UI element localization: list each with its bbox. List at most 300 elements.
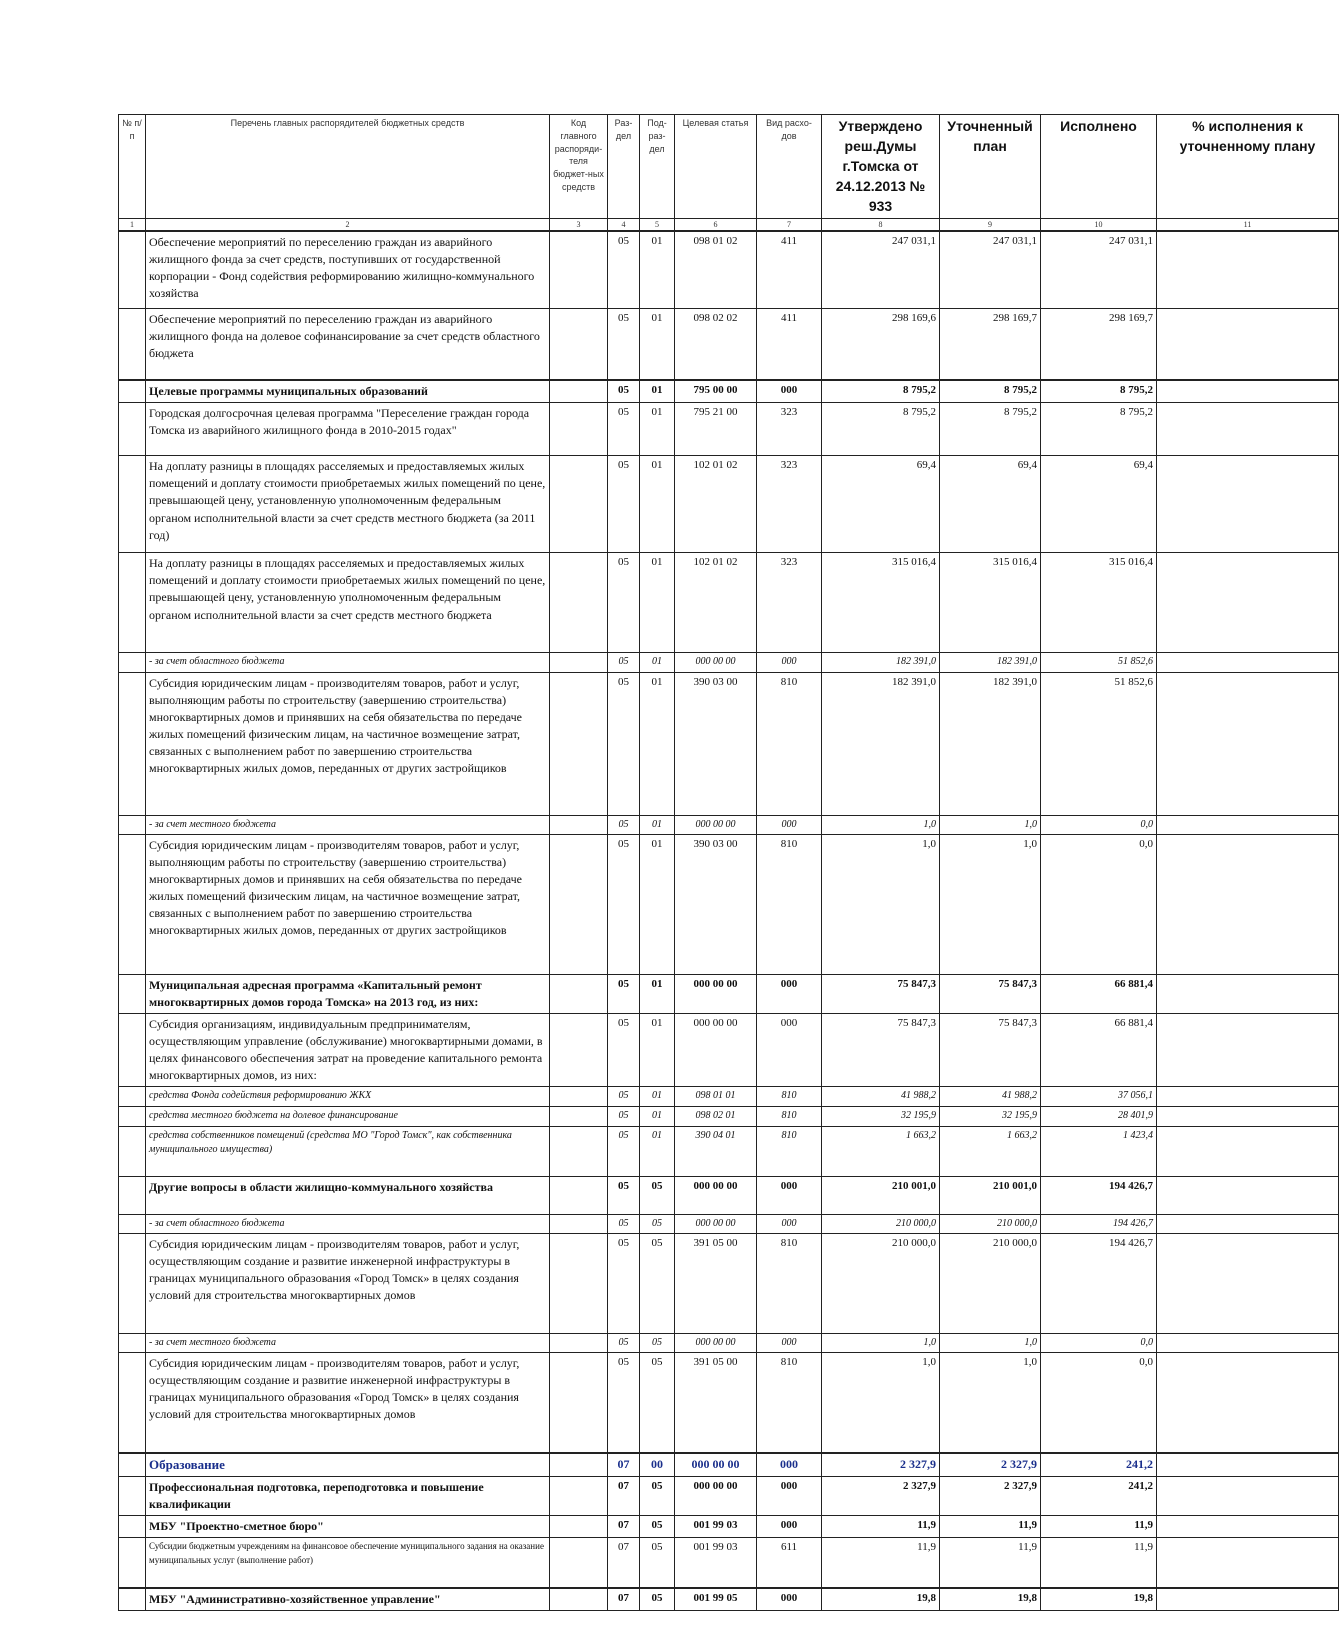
row-razdel: 05 [608,834,640,974]
row-podrazdel: 05 [640,1588,675,1611]
budget-execution-table [118,114,1339,1611]
row-code-cell [550,1126,608,1176]
header-percent: % исполнения к уточненному плану [1157,115,1339,219]
row-podrazdel: 05 [640,1538,675,1588]
row-code-cell [550,1106,608,1126]
row-vid: 611 [757,1538,822,1588]
row-num-cell [119,1353,146,1453]
row-vid: 411 [757,308,822,380]
row-target: 000 00 00 [675,653,757,672]
column-number: 10 [1041,219,1157,232]
row-code-cell [550,403,608,456]
row-target: 000 00 00 [675,1013,757,1086]
table-row [119,974,1339,1013]
column-number: 2 [146,219,550,232]
row-vid: 810 [757,834,822,974]
row-num-cell [119,231,146,308]
row-podrazdel: 01 [640,1106,675,1126]
row-podrazdel: 01 [640,1013,675,1086]
row-razdel: 05 [608,653,640,672]
row-target: 001 99 03 [675,1538,757,1588]
row-num-cell [119,1086,146,1106]
row-executed: 241,2 [1041,1453,1157,1477]
table-body [119,231,1339,1610]
row-executed: 69,4 [1041,456,1157,553]
row-razdel: 05 [608,1126,640,1176]
row-percent-cell [1157,380,1339,403]
table-row [119,1538,1339,1588]
row-executed: 0,0 [1041,815,1157,834]
row-target: 098 01 01 [675,1086,757,1106]
row-code-cell [550,1086,608,1106]
row-code-cell [550,974,608,1013]
row-target: 000 00 00 [675,1214,757,1233]
row-approved: 1,0 [822,1353,940,1453]
row-podrazdel: 01 [640,553,675,653]
row-name: МБУ "Проектно-сметное бюро" [146,1516,550,1538]
row-plan: 1,0 [940,834,1041,974]
row-target: 391 05 00 [675,1353,757,1453]
table-row [119,231,1339,308]
row-code-cell [550,1477,608,1516]
row-approved: 32 195,9 [822,1106,940,1126]
row-executed: 66 881,4 [1041,974,1157,1013]
table-row [119,456,1339,553]
row-razdel: 05 [608,1214,640,1233]
row-percent-cell [1157,456,1339,553]
row-approved: 11,9 [822,1516,940,1538]
row-name: средства собственников помещений (средства МО "Город Томск", как собственника муниципального имущества) [146,1126,550,1176]
row-plan: 69,4 [940,456,1041,553]
row-plan: 2 327,9 [940,1477,1041,1516]
row-name: - за счет областного бюджета [146,1214,550,1233]
row-plan: 1,0 [940,1353,1041,1453]
row-vid: 000 [757,815,822,834]
column-number: 1 [119,219,146,232]
row-executed: 51 852,6 [1041,672,1157,815]
row-num-cell [119,1516,146,1538]
row-percent-cell [1157,403,1339,456]
row-num-cell [119,834,146,974]
row-razdel: 05 [608,1013,640,1086]
row-plan: 1,0 [940,1334,1041,1353]
row-approved: 2 327,9 [822,1477,940,1516]
row-code-cell [550,672,608,815]
row-plan: 1,0 [940,815,1041,834]
row-target: 000 00 00 [675,1176,757,1214]
header-approved: Утверждено реш.Думы г.Томска от 24.12.2013 № 933 [822,115,940,219]
row-num-cell [119,974,146,1013]
table-row [119,1234,1339,1334]
row-plan: 75 847,3 [940,1013,1041,1086]
row-vid: 810 [757,1086,822,1106]
table-row [119,1214,1339,1233]
row-razdel: 05 [608,231,640,308]
row-approved: 69,4 [822,456,940,553]
row-approved: 298 169,6 [822,308,940,380]
table-row [119,815,1339,834]
row-razdel: 07 [608,1538,640,1588]
row-percent-cell [1157,834,1339,974]
row-percent-cell [1157,974,1339,1013]
row-num-cell [119,815,146,834]
row-vid: 323 [757,456,822,553]
column-number: 4 [608,219,640,232]
row-target: 795 00 00 [675,380,757,403]
row-name: Субсидия юридическим лицам - производителям товаров, работ и услуг, осуществляющим создание и развитие инженерной инфраструктуры в границах муниципального образования «Город Томск» в целях создания условий для строительства многоквартирных домов [146,1234,550,1334]
row-code-cell [550,1176,608,1214]
row-percent-cell [1157,653,1339,672]
row-percent-cell [1157,1477,1339,1516]
row-plan: 75 847,3 [940,974,1041,1013]
row-podrazdel: 00 [640,1453,675,1477]
row-name: - за счет местного бюджета [146,815,550,834]
column-number: 5 [640,219,675,232]
row-vid: 810 [757,672,822,815]
row-approved: 2 327,9 [822,1453,940,1477]
row-razdel: 07 [608,1516,640,1538]
row-razdel: 05 [608,1234,640,1334]
row-executed: 194 426,7 [1041,1214,1157,1233]
row-podrazdel: 01 [640,456,675,553]
table-row [119,1334,1339,1353]
row-vid: 411 [757,231,822,308]
row-podrazdel: 05 [640,1176,675,1214]
row-code-cell [550,1453,608,1477]
row-vid: 000 [757,1516,822,1538]
row-percent-cell [1157,1234,1339,1334]
row-percent-cell [1157,1086,1339,1106]
row-target: 795 21 00 [675,403,757,456]
row-approved: 247 031,1 [822,231,940,308]
row-name: Другие вопросы в области жилищно-коммунального хозяйства [146,1176,550,1214]
row-plan: 182 391,0 [940,672,1041,815]
row-approved: 210 001,0 [822,1176,940,1214]
row-code-cell [550,1214,608,1233]
row-approved: 8 795,2 [822,403,940,456]
row-num-cell [119,308,146,380]
row-approved: 182 391,0 [822,672,940,815]
row-approved: 210 000,0 [822,1234,940,1334]
row-target: 098 01 02 [675,231,757,308]
row-num-cell [119,1126,146,1176]
header-num: № п/п [119,115,146,219]
row-executed: 0,0 [1041,1353,1157,1453]
row-num-cell [119,1538,146,1588]
row-target: 000 00 00 [675,974,757,1013]
row-target: 001 99 05 [675,1588,757,1611]
row-razdel: 05 [608,1353,640,1453]
row-approved: 182 391,0 [822,653,940,672]
row-plan: 11,9 [940,1516,1041,1538]
row-executed: 1 423,4 [1041,1126,1157,1176]
row-plan: 19,8 [940,1588,1041,1611]
row-vid: 810 [757,1234,822,1334]
row-name: Образование [146,1453,550,1477]
column-number: 11 [1157,219,1339,232]
row-code-cell [550,1588,608,1611]
row-name: Городская долгосрочная целевая программа "Переселение граждан города Томска из аварийного жилищного фонда в 2010-2015 годах" [146,403,550,456]
row-code-cell [550,1013,608,1086]
row-executed: 0,0 [1041,834,1157,974]
row-percent-cell [1157,1588,1339,1611]
row-razdel: 07 [608,1588,640,1611]
row-executed: 8 795,2 [1041,403,1157,456]
row-num-cell [119,1176,146,1214]
header-name: Перечень главных распорядителей бюджетных средств [146,115,550,219]
row-target: 001 99 03 [675,1516,757,1538]
column-number: 9 [940,219,1041,232]
row-executed: 8 795,2 [1041,380,1157,403]
row-vid: 000 [757,1453,822,1477]
row-target: 390 03 00 [675,672,757,815]
table-row [119,380,1339,403]
header-target: Целевая статья [675,115,757,219]
row-razdel: 07 [608,1453,640,1477]
row-plan: 210 000,0 [940,1234,1041,1334]
row-vid: 000 [757,653,822,672]
row-razdel: 05 [608,974,640,1013]
row-podrazdel: 05 [640,1334,675,1353]
row-num-cell [119,1334,146,1353]
row-name: Субсидия юридическим лицам - производителям товаров, работ и услуг, выполняющим работы по строительству (завершению строительства) многоквартирных домов и принявших на себя обязательства по передаче жилых помещений физическим лицам, на частичное возмещение затрат, связанных с выполнением работ по завершению строительства многоквартирных жилых домов, переданных от других застройщиков [146,672,550,815]
row-executed: 298 169,7 [1041,308,1157,380]
table-row [119,1176,1339,1214]
row-target: 390 04 01 [675,1126,757,1176]
row-executed: 315 016,4 [1041,553,1157,653]
row-executed: 194 426,7 [1041,1176,1157,1214]
header-razdel: Раз-дел [608,115,640,219]
row-num-cell [119,1013,146,1086]
row-approved: 1 663,2 [822,1126,940,1176]
row-percent-cell [1157,1013,1339,1086]
row-num-cell [119,653,146,672]
row-approved: 1,0 [822,815,940,834]
row-approved: 75 847,3 [822,1013,940,1086]
row-razdel: 07 [608,1477,640,1516]
row-executed: 11,9 [1041,1538,1157,1588]
row-razdel: 05 [608,1334,640,1353]
row-code-cell [550,231,608,308]
row-num-cell [119,1106,146,1126]
table-row [119,672,1339,815]
row-podrazdel: 01 [640,1086,675,1106]
row-podrazdel: 05 [640,1214,675,1233]
row-num-cell [119,1453,146,1477]
row-name: Обеспечение мероприятий по переселению граждан из аварийного жилищного фонда за счет средств, поступивших от государственной корпорации - Фонд содействия реформированию жилищно-коммунального хозяйства [146,231,550,308]
row-vid: 810 [757,1353,822,1453]
row-podrazdel: 01 [640,974,675,1013]
row-name: - за счет областного бюджета [146,653,550,672]
row-podrazdel: 01 [640,815,675,834]
row-target: 102 01 02 [675,553,757,653]
row-percent-cell [1157,1214,1339,1233]
row-vid: 000 [757,1588,822,1611]
row-plan: 298 169,7 [940,308,1041,380]
row-podrazdel: 01 [640,834,675,974]
row-approved: 315 016,4 [822,553,940,653]
row-razdel: 05 [608,1106,640,1126]
row-razdel: 05 [608,1176,640,1214]
header-plan: Уточненный план [940,115,1041,219]
header-code: Код главного распоряди-теля бюджет-ных средств [550,115,608,219]
row-percent-cell [1157,231,1339,308]
row-percent-cell [1157,1538,1339,1588]
row-name: Субсидия юридическим лицам - производителям товаров, работ и услуг, осуществляющим создание и развитие инженерной инфраструктуры в границах муниципального образования «Город Томск» в целях создания условий для строительства многоквартирных домов [146,1353,550,1453]
row-razdel: 05 [608,672,640,815]
row-vid: 000 [757,1176,822,1214]
row-name: На доплату разницы в площадях расселяемых и предоставляемых жилых помещений и доплату стоимости приобретаемых жилых помещений по цене, превышающей цену, установленную уполномоченным федеральным органом исполнительной власти за счет средств местного бюджета (за 2011 год) [146,456,550,553]
row-target: 098 02 02 [675,308,757,380]
row-plan: 182 391,0 [940,653,1041,672]
row-num-cell [119,1214,146,1233]
row-target: 000 00 00 [675,815,757,834]
row-num-cell [119,456,146,553]
row-executed: 28 401,9 [1041,1106,1157,1126]
row-plan: 8 795,2 [940,380,1041,403]
table-row [119,403,1339,456]
row-code-cell [550,553,608,653]
row-percent-cell [1157,1453,1339,1477]
row-percent-cell [1157,1516,1339,1538]
row-plan: 247 031,1 [940,231,1041,308]
row-executed: 194 426,7 [1041,1234,1157,1334]
row-name: Целевые программы муниципальных образований [146,380,550,403]
row-num-cell [119,1477,146,1516]
row-plan: 2 327,9 [940,1453,1041,1477]
table-row [119,553,1339,653]
row-name: МБУ "Административно-хозяйственное управление" [146,1588,550,1611]
row-code-cell [550,834,608,974]
row-executed: 0,0 [1041,1334,1157,1353]
row-executed: 19,8 [1041,1588,1157,1611]
row-percent-cell [1157,1106,1339,1126]
row-vid: 323 [757,403,822,456]
row-percent-cell [1157,308,1339,380]
table-row [119,1353,1339,1453]
row-plan: 8 795,2 [940,403,1041,456]
row-podrazdel: 05 [640,1477,675,1516]
row-executed: 247 031,1 [1041,231,1157,308]
header-executed: Исполнено [1041,115,1157,219]
row-code-cell [550,456,608,553]
row-target: 000 00 00 [675,1334,757,1353]
row-code-cell [550,1516,608,1538]
row-vid: 000 [757,1214,822,1233]
row-razdel: 05 [608,815,640,834]
row-num-cell [119,553,146,653]
row-name: Профессиональная подготовка, переподготовка и повышение квалификации [146,1477,550,1516]
row-name: Субсидия юридическим лицам - производителям товаров, работ и услуг, выполняющим работы по строительству (завершению строительства) многоквартирных домов и принявших на себя обязательства по передаче жилых помещений физическим лицам, на частичное возмещение затрат, связанных с выполнением работ по завершению строительства многоквартирных жилых домов, переданных от других застройщиков [146,834,550,974]
row-vid: 000 [757,1334,822,1353]
row-vid: 000 [757,1013,822,1086]
row-vid: 323 [757,553,822,653]
row-percent-cell [1157,1176,1339,1214]
row-name: Субсидии бюджетным учреждениям на финансовое обеспечение муниципального задания на оказание муниципальных услуг (выполнение работ) [146,1538,550,1588]
row-code-cell [550,815,608,834]
row-plan: 32 195,9 [940,1106,1041,1126]
row-name: средства местного бюджета на долевое финансирование [146,1106,550,1126]
row-plan: 315 016,4 [940,553,1041,653]
table-row [119,308,1339,380]
row-target: 000 00 00 [675,1477,757,1516]
row-executed: 11,9 [1041,1516,1157,1538]
row-vid: 810 [757,1126,822,1176]
row-name: Муниципальная адресная программа «Капитальный ремонт многоквартирных домов города Томска» на 2013 год, из них: [146,974,550,1013]
header-vid: Вид расхо-дов [757,115,822,219]
row-percent-cell [1157,672,1339,815]
row-code-cell [550,1234,608,1334]
column-number-row [119,219,1339,232]
row-podrazdel: 01 [640,653,675,672]
table-row [119,1086,1339,1106]
row-approved: 1,0 [822,1334,940,1353]
row-razdel: 05 [608,308,640,380]
row-vid: 000 [757,380,822,403]
table-row [119,1453,1339,1477]
row-executed: 51 852,6 [1041,653,1157,672]
row-plan: 11,9 [940,1538,1041,1588]
row-podrazdel: 01 [640,308,675,380]
row-target: 000 00 00 [675,1453,757,1477]
row-approved: 11,9 [822,1538,940,1588]
row-code-cell [550,1334,608,1353]
row-code-cell [550,1353,608,1453]
table-row [119,1106,1339,1126]
row-podrazdel: 05 [640,1516,675,1538]
row-target: 102 01 02 [675,456,757,553]
row-razdel: 05 [608,553,640,653]
row-podrazdel: 01 [640,1126,675,1176]
row-executed: 241,2 [1041,1477,1157,1516]
row-num-cell [119,1234,146,1334]
column-number: 6 [675,219,757,232]
row-approved: 75 847,3 [822,974,940,1013]
row-approved: 1,0 [822,834,940,974]
row-percent-cell [1157,1353,1339,1453]
row-podrazdel: 05 [640,1234,675,1334]
row-num-cell [119,672,146,815]
row-razdel: 05 [608,380,640,403]
row-approved: 8 795,2 [822,380,940,403]
table-row [119,834,1339,974]
row-code-cell [550,380,608,403]
table-row [119,1013,1339,1086]
row-percent-cell [1157,1334,1339,1353]
row-razdel: 05 [608,456,640,553]
table-row [119,1477,1339,1516]
row-num-cell [119,380,146,403]
row-name: - за счет местного бюджета [146,1334,550,1353]
row-vid: 810 [757,1106,822,1126]
row-plan: 1 663,2 [940,1126,1041,1176]
row-percent-cell [1157,815,1339,834]
table-row [119,1516,1339,1538]
row-approved: 19,8 [822,1588,940,1611]
row-approved: 210 000,0 [822,1214,940,1233]
column-number: 7 [757,219,822,232]
header-podrazdel: Под-раз-дел [640,115,675,219]
row-vid: 000 [757,1477,822,1516]
row-plan: 210 000,0 [940,1214,1041,1233]
row-num-cell [119,403,146,456]
row-num-cell [119,1588,146,1611]
row-podrazdel: 05 [640,1353,675,1453]
row-name: Субсидия организациям, индивидуальным предпринимателям, осуществляющим управление (обслуживание) многоквартирными домами, в целях финансового обеспечения затрат на проведение капитального ремонта многоквартирных домов, из них: [146,1013,550,1086]
column-number: 3 [550,219,608,232]
row-name: средства Фонда содействия реформированию ЖКХ [146,1086,550,1106]
row-code-cell [550,1538,608,1588]
